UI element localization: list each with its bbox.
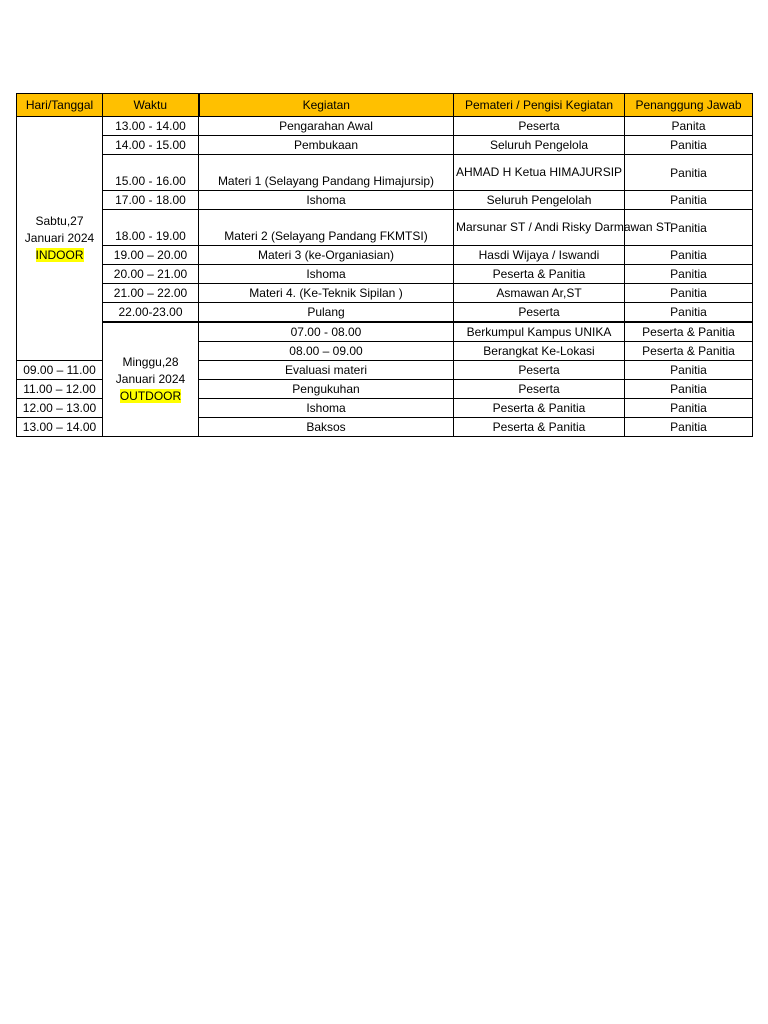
table-row xyxy=(17,265,753,284)
kegiatan-cell: Baksos xyxy=(199,418,454,437)
day1-date-line2: Januari 2024 xyxy=(24,231,95,245)
pemateri-cell: Peserta & Panitia xyxy=(454,265,625,284)
kegiatan-cell: Materi 2 (Selayang Pandang FKMTSI) xyxy=(199,210,454,246)
pj-cell: Panitia xyxy=(625,136,753,155)
kegiatan-cell: Berkumpul Kampus UNIKA xyxy=(454,322,625,342)
waktu-cell: 13.00 – 14.00 xyxy=(17,418,103,437)
kegiatan-cell: Ishoma xyxy=(199,399,454,418)
pemateri-cell: Seluruh Pengelolah xyxy=(454,191,625,210)
table-row xyxy=(17,322,753,342)
kegiatan-cell: Pembukaan xyxy=(199,136,454,155)
table-row xyxy=(17,246,753,265)
waktu-cell: 18.00 - 19.00 xyxy=(103,210,199,246)
kegiatan-cell: Materi 3 (ke-Organiasian) xyxy=(199,246,454,265)
header-kegiatan: Kegiatan xyxy=(199,94,454,117)
header-waktu: Waktu xyxy=(103,94,199,117)
kegiatan-cell: Pengarahan Awal xyxy=(199,117,454,136)
kegiatan-cell: Evaluasi materi xyxy=(199,361,454,380)
pemateri-cell: Seluruh Pengelola xyxy=(454,136,625,155)
header-penanggung-jawab: Penanggung Jawab xyxy=(625,94,753,117)
waktu-cell: 20.00 – 21.00 xyxy=(103,265,199,284)
waktu-cell: 15.00 - 16.00 xyxy=(103,155,199,191)
kegiatan-cell: Materi 4. (Ke-Teknik Sipilan ) xyxy=(199,284,454,303)
pj-cell: Panitia xyxy=(625,246,753,265)
pemateri-cell: Peserta & Panitia xyxy=(625,322,753,342)
kegiatan-cell: Ishoma xyxy=(199,191,454,210)
pemateri-cell: Peserta & Panitia xyxy=(625,342,753,361)
pemateri-cell: Peserta & Panitia xyxy=(454,418,625,437)
pj-cell: Panitia xyxy=(625,155,753,191)
pemateri-cell: Asmawan Ar,ST xyxy=(454,284,625,303)
pemateri-cell: Marsunar ST / Andi Risky Darmawan ST xyxy=(454,210,625,246)
pj-cell: Panitia xyxy=(625,303,753,323)
pj-cell: Panitia xyxy=(625,210,753,246)
pj-cell: Panitia xyxy=(625,380,753,399)
waktu-cell: 19.00 – 20.00 xyxy=(103,246,199,265)
day2-tag: OUTDOOR xyxy=(119,389,182,403)
pj-cell: Panitia xyxy=(625,399,753,418)
pj-cell: Panitia xyxy=(625,284,753,303)
table-row xyxy=(17,155,753,191)
pemateri-cell: Peserta xyxy=(454,361,625,380)
day1-cell xyxy=(17,117,103,361)
pj-cell: Panitia xyxy=(625,418,753,437)
pemateri-cell: AHMAD H Ketua HIMAJURSIP xyxy=(454,155,625,191)
table-row xyxy=(17,117,753,136)
header-row xyxy=(17,94,753,117)
kegiatan-cell: Pengukuhan xyxy=(199,380,454,399)
waktu-cell: 08.00 – 09.00 xyxy=(199,342,454,361)
kegiatan-cell: Pulang xyxy=(199,303,454,323)
waktu-cell: 13.00 - 14.00 xyxy=(103,117,199,136)
day2-cell xyxy=(103,322,199,437)
day1-date-line1: Sabtu,27 xyxy=(35,214,84,228)
day2-date-line2: Januari 2024 xyxy=(115,372,186,386)
waktu-cell: 12.00 – 13.00 xyxy=(17,399,103,418)
kegiatan-cell: Berangkat Ke-Lokasi xyxy=(454,342,625,361)
waktu-cell: 14.00 - 15.00 xyxy=(103,136,199,155)
pj-cell: Panitia xyxy=(625,265,753,284)
waktu-cell: 07.00 - 08.00 xyxy=(199,322,454,342)
pemateri-cell: Hasdi Wijaya / Iswandi xyxy=(454,246,625,265)
waktu-cell: 11.00 – 12.00 xyxy=(17,380,103,399)
pj-cell: Panita xyxy=(625,117,753,136)
waktu-cell: 22.00-23.00 xyxy=(103,303,199,323)
table-row xyxy=(17,191,753,210)
header-pemateri: Pemateri / Pengisi Kegiatan xyxy=(454,94,625,117)
waktu-cell: 17.00 - 18.00 xyxy=(103,191,199,210)
pemateri-cell: Peserta & Panitia xyxy=(454,399,625,418)
pj-cell: Panitia xyxy=(625,361,753,380)
table-row xyxy=(17,136,753,155)
table-row xyxy=(17,303,753,323)
pj-cell: Panitia xyxy=(625,191,753,210)
kegiatan-cell: Ishoma xyxy=(199,265,454,284)
pemateri-cell: Peserta xyxy=(454,303,625,323)
day1-tag: INDOOR xyxy=(35,248,84,262)
table-row xyxy=(17,284,753,303)
waktu-cell: 09.00 – 11.00 xyxy=(17,361,103,380)
table-row xyxy=(17,210,753,246)
day2-date-line1: Minggu,28 xyxy=(122,355,179,369)
schedule-table xyxy=(16,93,753,437)
waktu-cell: 21.00 – 22.00 xyxy=(103,284,199,303)
header-hari-tanggal: Hari/Tanggal xyxy=(17,94,103,117)
pemateri-cell: Peserta xyxy=(454,380,625,399)
kegiatan-cell: Materi 1 (Selayang Pandang Himajursip) xyxy=(199,155,454,191)
pemateri-cell: Peserta xyxy=(454,117,625,136)
